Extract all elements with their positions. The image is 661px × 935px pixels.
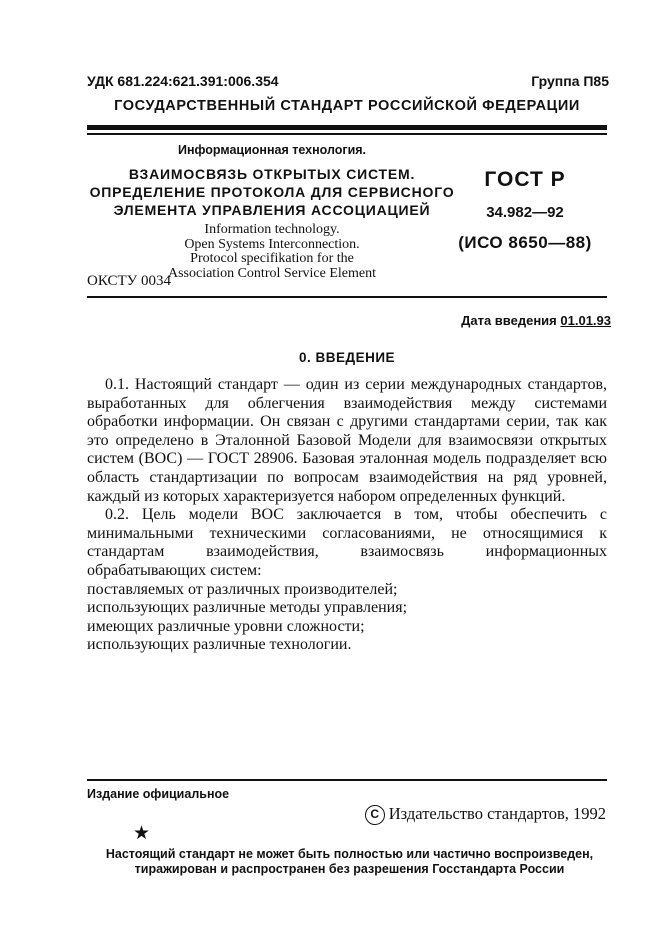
copyright-text: Издательство стандартов, 1992 xyxy=(388,804,606,823)
gost-block xyxy=(440,168,610,253)
header-rule-thin xyxy=(87,133,607,135)
group-code: Группа П85 xyxy=(531,73,609,89)
list-item: использующих различные технологии. xyxy=(87,636,352,654)
copyright-icon: С xyxy=(365,805,385,825)
title-en-line: Association Control Service Element xyxy=(167,265,376,281)
notice-line: тиражирован и распространен без разрешения Госстандарта России xyxy=(134,862,565,876)
criteria-list xyxy=(87,581,607,655)
star-icon: ★ xyxy=(133,823,151,844)
udk-code: УДК 681.224:621.391:006.354 xyxy=(87,73,279,89)
date-label: Дата введения xyxy=(461,313,557,328)
oksty-code: ОКСТУ 0034 xyxy=(87,273,172,289)
list-item: использующих различные методы управления; xyxy=(87,599,408,617)
effective-date xyxy=(461,313,611,328)
paragraph: 0.1. Настоящий стандарт — один из серии международных стандартов, выработанных для облегчения взаимодействия между системами обработки информации. Он связан с другими стандартами серии, так как это определено в Эталонной Базовой Модели для взаимосвязи открытых систем (ВОС) — ГОСТ 28906. Базовая эталонная модель подразделяет всю область стандартизации по вопросам взаимодействия на ряд уровней, каждый из которых характеризуется набором определенных функций. xyxy=(87,376,607,505)
copyright xyxy=(365,804,606,825)
footer-rule xyxy=(87,779,607,781)
official-edition: Издание официальное xyxy=(87,787,230,801)
list-item: поставляемых от различных производителей; xyxy=(87,580,398,598)
title-block xyxy=(87,143,457,281)
title-rule xyxy=(87,296,607,298)
body-text xyxy=(87,376,607,655)
info-tech-label: Информационная технология. xyxy=(177,143,367,157)
title-ru-line: ОПРЕДЕЛЕНИЕ ПРОТОКОЛА ДЛЯ СЕРВИСНОГО xyxy=(89,184,455,200)
iso-number: (ИСО 8650—88) xyxy=(458,233,592,252)
list-item: имеющих различные уровни сложности; xyxy=(87,617,365,635)
intro-heading: 0. ВВЕДЕНИЕ xyxy=(298,350,396,365)
reproduction-notice xyxy=(87,847,612,877)
gost-label: ГОСТ Р xyxy=(484,168,566,191)
title-en-line: Open Systems Interconnection. xyxy=(184,236,360,252)
gost-number: 34.982—92 xyxy=(486,204,564,221)
notice-line: Настоящий стандарт не может быть полностью или частично воспроизведен, xyxy=(105,847,594,861)
paragraph: 0.2. Цель модели ВОС заключается в том, чтобы обеспечить с минимальными техническими согласованиями, не относящимися к стандартам взаимодействия, взаимосвязь информационных обрабатывающих систем: xyxy=(87,506,607,579)
title-ru-line: ЭЛЕМЕНТА УПРАВЛЕНИЯ АССОЦИАЦИЕЙ xyxy=(113,202,431,218)
state-standard-heading: ГОСУДАРСТВЕННЫЙ СТАНДАРТ РОССИЙСКОЙ ФЕДЕРАЦИИ xyxy=(114,98,580,114)
header-rule-thick xyxy=(87,125,607,130)
title-en-line: Protocol specifikation for the xyxy=(190,251,354,266)
date-value: 01.01.93 xyxy=(560,313,611,328)
title-ru-line: ВЗАИМОСВЯЗЬ ОТКРЫТЫХ СИСТЕМ. xyxy=(128,166,416,182)
title-en-line: Information technology. xyxy=(204,222,340,237)
